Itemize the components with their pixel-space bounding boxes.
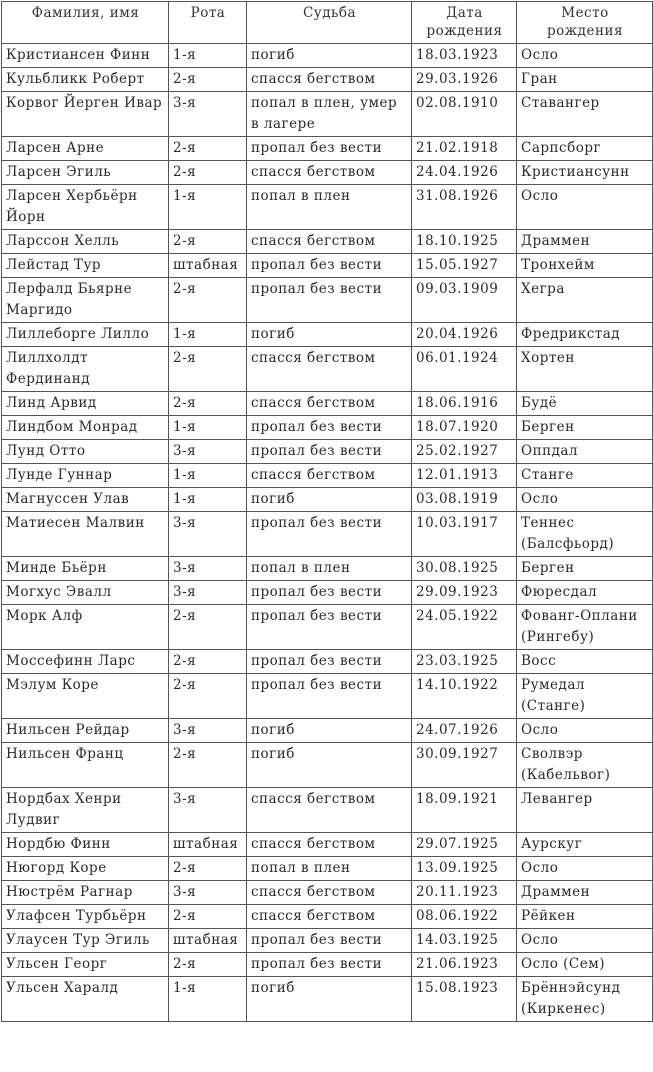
- header-place-line2: рождения: [546, 23, 623, 39]
- header-dob-line1: Дата: [446, 5, 483, 21]
- table-row: [2, 788, 653, 833]
- cell-fate: погиб: [247, 719, 412, 743]
- cell-company: 3-я: [169, 719, 247, 743]
- cell-dob: 29.09.1923: [412, 581, 517, 605]
- header-company: Рота: [169, 2, 247, 44]
- table-row: [2, 905, 653, 929]
- table-row: [2, 44, 653, 68]
- cell-name: Кульбликк Роберт: [2, 68, 169, 92]
- cell-fate: спасся бегством: [247, 833, 412, 857]
- cell-place: Фованг-Оплани (Рингебу): [517, 605, 653, 650]
- table-row: [2, 743, 653, 788]
- cell-company: 2-я: [169, 161, 247, 185]
- cell-fate: погиб: [247, 488, 412, 512]
- cell-place: Теннес (Балсфьорд): [517, 512, 653, 557]
- header-dob-line2: рождения: [426, 23, 503, 39]
- cell-company: 2-я: [169, 905, 247, 929]
- cell-company: 2-я: [169, 674, 247, 719]
- cell-company: 2-я: [169, 137, 247, 161]
- header-name: Фамилия, имя: [2, 2, 169, 44]
- casualty-table: [1, 1, 653, 1022]
- cell-place: Оппдал: [517, 440, 653, 464]
- cell-fate: пропал без вести: [247, 650, 412, 674]
- cell-dob: 21.06.1923: [412, 953, 517, 977]
- table-row: [2, 881, 653, 905]
- cell-name: Корвог Йерген Ивар: [2, 92, 169, 137]
- cell-name: Ларсен Арне: [2, 137, 169, 161]
- cell-place: Рёйкен: [517, 905, 653, 929]
- table-row: [2, 185, 653, 230]
- cell-company: 2-я: [169, 605, 247, 650]
- cell-fate: спасся бегством: [247, 347, 412, 392]
- cell-place: Фюресдал: [517, 581, 653, 605]
- cell-name: Линд Арвид: [2, 392, 169, 416]
- cell-dob: 14.10.1922: [412, 674, 517, 719]
- header-place: [517, 2, 653, 44]
- cell-name: Нильсен Рейдар: [2, 719, 169, 743]
- table-row: [2, 674, 653, 719]
- cell-company: 2-я: [169, 68, 247, 92]
- cell-fate: пропал без вести: [247, 137, 412, 161]
- cell-dob: 20.04.1926: [412, 323, 517, 347]
- table-row: [2, 512, 653, 557]
- cell-place: Осло (Сем): [517, 953, 653, 977]
- cell-dob: 09.03.1909: [412, 278, 517, 323]
- cell-place: Берген: [517, 416, 653, 440]
- cell-dob: 30.08.1925: [412, 557, 517, 581]
- cell-place: Осло: [517, 44, 653, 68]
- cell-dob: 18.06.1916: [412, 392, 517, 416]
- table-row: [2, 278, 653, 323]
- table-row: [2, 857, 653, 881]
- cell-dob: 10.03.1917: [412, 512, 517, 557]
- table-row: [2, 323, 653, 347]
- cell-fate: пропал без вести: [247, 278, 412, 323]
- table-row: [2, 650, 653, 674]
- cell-fate: попал в плен: [247, 557, 412, 581]
- cell-name: Магнуссен Улав: [2, 488, 169, 512]
- table-row: [2, 833, 653, 857]
- cell-dob: 24.05.1922: [412, 605, 517, 650]
- table-row: [2, 464, 653, 488]
- cell-fate: погиб: [247, 977, 412, 1022]
- cell-name: Ларсен Хербьёрн Йорн: [2, 185, 169, 230]
- cell-company: 1-я: [169, 416, 247, 440]
- cell-company: 1-я: [169, 488, 247, 512]
- cell-dob: 15.08.1923: [412, 977, 517, 1022]
- cell-place: Сарпсборг: [517, 137, 653, 161]
- cell-company: 1-я: [169, 977, 247, 1022]
- cell-place: Осло: [517, 719, 653, 743]
- cell-company: 2-я: [169, 230, 247, 254]
- table-row: [2, 605, 653, 650]
- cell-fate: погиб: [247, 323, 412, 347]
- cell-dob: 25.02.1927: [412, 440, 517, 464]
- cell-place: Кристиансунн: [517, 161, 653, 185]
- header-fate: Судьба: [247, 2, 412, 44]
- cell-company: 1-я: [169, 185, 247, 230]
- cell-name: Улаусен Тур Эгиль: [2, 929, 169, 953]
- table-row: [2, 254, 653, 278]
- cell-fate: попал в плен: [247, 857, 412, 881]
- cell-company: 2-я: [169, 347, 247, 392]
- cell-company: 3-я: [169, 92, 247, 137]
- cell-dob: 29.07.1925: [412, 833, 517, 857]
- header-dob: [412, 2, 517, 44]
- cell-company: 2-я: [169, 278, 247, 323]
- cell-dob: 18.03.1923: [412, 44, 517, 68]
- cell-name: Нордбю Финн: [2, 833, 169, 857]
- cell-dob: 02.08.1910: [412, 92, 517, 137]
- cell-company: 3-я: [169, 581, 247, 605]
- cell-company: штабная: [169, 833, 247, 857]
- cell-company: 2-я: [169, 650, 247, 674]
- cell-place: Станге: [517, 464, 653, 488]
- cell-fate: спасся бегством: [247, 905, 412, 929]
- cell-dob: 20.11.1923: [412, 881, 517, 905]
- cell-fate: спасся бегством: [247, 392, 412, 416]
- cell-dob: 29.03.1926: [412, 68, 517, 92]
- cell-name: Кристиансен Финн: [2, 44, 169, 68]
- cell-name: Морк Алф: [2, 605, 169, 650]
- cell-place: Драммен: [517, 230, 653, 254]
- table-row: [2, 581, 653, 605]
- cell-place: Осло: [517, 488, 653, 512]
- cell-name: Ульсен Харалд: [2, 977, 169, 1022]
- table-row: [2, 953, 653, 977]
- cell-fate: пропал без вести: [247, 605, 412, 650]
- table-row: [2, 347, 653, 392]
- cell-place: Сволвэр (Кабельвог): [517, 743, 653, 788]
- table-row: [2, 161, 653, 185]
- cell-fate: пропал без вести: [247, 512, 412, 557]
- cell-company: 2-я: [169, 743, 247, 788]
- cell-fate: спасся бегством: [247, 161, 412, 185]
- cell-name: Матиесен Малвин: [2, 512, 169, 557]
- cell-name: Ларсен Эгиль: [2, 161, 169, 185]
- cell-name: Лиллеборге Лилло: [2, 323, 169, 347]
- table-row: [2, 929, 653, 953]
- cell-fate: спасся бегством: [247, 788, 412, 833]
- cell-fate: пропал без вести: [247, 929, 412, 953]
- cell-company: штабная: [169, 254, 247, 278]
- cell-company: 1-я: [169, 323, 247, 347]
- cell-name: Нюгорд Коре: [2, 857, 169, 881]
- cell-fate: погиб: [247, 743, 412, 788]
- table-row: [2, 68, 653, 92]
- cell-company: 3-я: [169, 557, 247, 581]
- cell-name: Ларссон Хелль: [2, 230, 169, 254]
- cell-name: Ульсен Георг: [2, 953, 169, 977]
- cell-dob: 06.01.1924: [412, 347, 517, 392]
- cell-name: Моссефинн Ларс: [2, 650, 169, 674]
- cell-place: Осло: [517, 857, 653, 881]
- cell-fate: спасся бегством: [247, 464, 412, 488]
- cell-name: Лерфалд Бьярне Маргидо: [2, 278, 169, 323]
- cell-company: 3-я: [169, 788, 247, 833]
- cell-place: Фредрикстад: [517, 323, 653, 347]
- cell-name: Улафсен Турбьёрн: [2, 905, 169, 929]
- cell-place: Румедал (Станге): [517, 674, 653, 719]
- cell-place: Левангер: [517, 788, 653, 833]
- cell-company: 2-я: [169, 953, 247, 977]
- cell-fate: спасся бегством: [247, 881, 412, 905]
- cell-fate: пропал без вести: [247, 440, 412, 464]
- cell-fate: пропал без вести: [247, 674, 412, 719]
- cell-place: Осло: [517, 929, 653, 953]
- cell-place: Аурскуг: [517, 833, 653, 857]
- cell-company: 1-я: [169, 464, 247, 488]
- cell-dob: 13.09.1925: [412, 857, 517, 881]
- cell-company: 1-я: [169, 44, 247, 68]
- table-row: [2, 137, 653, 161]
- cell-company: 2-я: [169, 857, 247, 881]
- cell-company: 3-я: [169, 440, 247, 464]
- table-row: [2, 392, 653, 416]
- table-row: [2, 977, 653, 1022]
- cell-dob: 18.09.1921: [412, 788, 517, 833]
- cell-dob: 18.10.1925: [412, 230, 517, 254]
- cell-dob: 14.03.1925: [412, 929, 517, 953]
- cell-fate: пропал без вести: [247, 953, 412, 977]
- cell-name: Лунд Отто: [2, 440, 169, 464]
- cell-fate: пропал без вести: [247, 416, 412, 440]
- table-row: [2, 416, 653, 440]
- cell-name: Нильсен Франц: [2, 743, 169, 788]
- cell-name: Лиллхолдт Фердинанд: [2, 347, 169, 392]
- cell-company: 2-я: [169, 392, 247, 416]
- cell-dob: 08.06.1922: [412, 905, 517, 929]
- table-row: [2, 92, 653, 137]
- cell-place: Будё: [517, 392, 653, 416]
- table-header-row: [2, 2, 653, 44]
- cell-fate: спасся бегством: [247, 230, 412, 254]
- cell-dob: 24.07.1926: [412, 719, 517, 743]
- cell-name: Могхус Эвалл: [2, 581, 169, 605]
- cell-place: Хортен: [517, 347, 653, 392]
- cell-dob: 23.03.1925: [412, 650, 517, 674]
- cell-fate: спасся бегством: [247, 68, 412, 92]
- cell-place: Гран: [517, 68, 653, 92]
- cell-fate: погиб: [247, 44, 412, 68]
- cell-name: Линдбом Монрад: [2, 416, 169, 440]
- cell-name: Лунде Гуннар: [2, 464, 169, 488]
- cell-place: Хегра: [517, 278, 653, 323]
- cell-name: Лейстад Тур: [2, 254, 169, 278]
- cell-name: Минде Бьёрн: [2, 557, 169, 581]
- cell-place: Драммен: [517, 881, 653, 905]
- cell-name: Мэлум Коре: [2, 674, 169, 719]
- cell-dob: 03.08.1919: [412, 488, 517, 512]
- cell-dob: 31.08.1926: [412, 185, 517, 230]
- cell-place: Тронхейм: [517, 254, 653, 278]
- cell-fate: пропал без вести: [247, 581, 412, 605]
- cell-name: Нордбах Хенри Лудвиг: [2, 788, 169, 833]
- cell-company: 3-я: [169, 512, 247, 557]
- table-row: [2, 230, 653, 254]
- cell-place: Ставангер: [517, 92, 653, 137]
- cell-dob: 15.05.1927: [412, 254, 517, 278]
- cell-fate: попал в плен: [247, 185, 412, 230]
- cell-name: Нюстрём Рагнар: [2, 881, 169, 905]
- cell-place: Брённэйсунд (Киркенес): [517, 977, 653, 1022]
- table-row: [2, 719, 653, 743]
- cell-dob: 24.04.1926: [412, 161, 517, 185]
- cell-place: Осло: [517, 185, 653, 230]
- table-row: [2, 488, 653, 512]
- cell-company: штабная: [169, 929, 247, 953]
- cell-dob: 21.02.1918: [412, 137, 517, 161]
- cell-company: 3-я: [169, 881, 247, 905]
- cell-dob: 30.09.1927: [412, 743, 517, 788]
- table-row: [2, 557, 653, 581]
- cell-dob: 12.01.1913: [412, 464, 517, 488]
- header-place-line1: Место: [561, 5, 609, 21]
- cell-fate: пропал без вести: [247, 254, 412, 278]
- cell-place: Берген: [517, 557, 653, 581]
- cell-dob: 18.07.1920: [412, 416, 517, 440]
- cell-fate: попал в плен, умер в лагере: [247, 92, 412, 137]
- cell-place: Восс: [517, 650, 653, 674]
- table-row: [2, 440, 653, 464]
